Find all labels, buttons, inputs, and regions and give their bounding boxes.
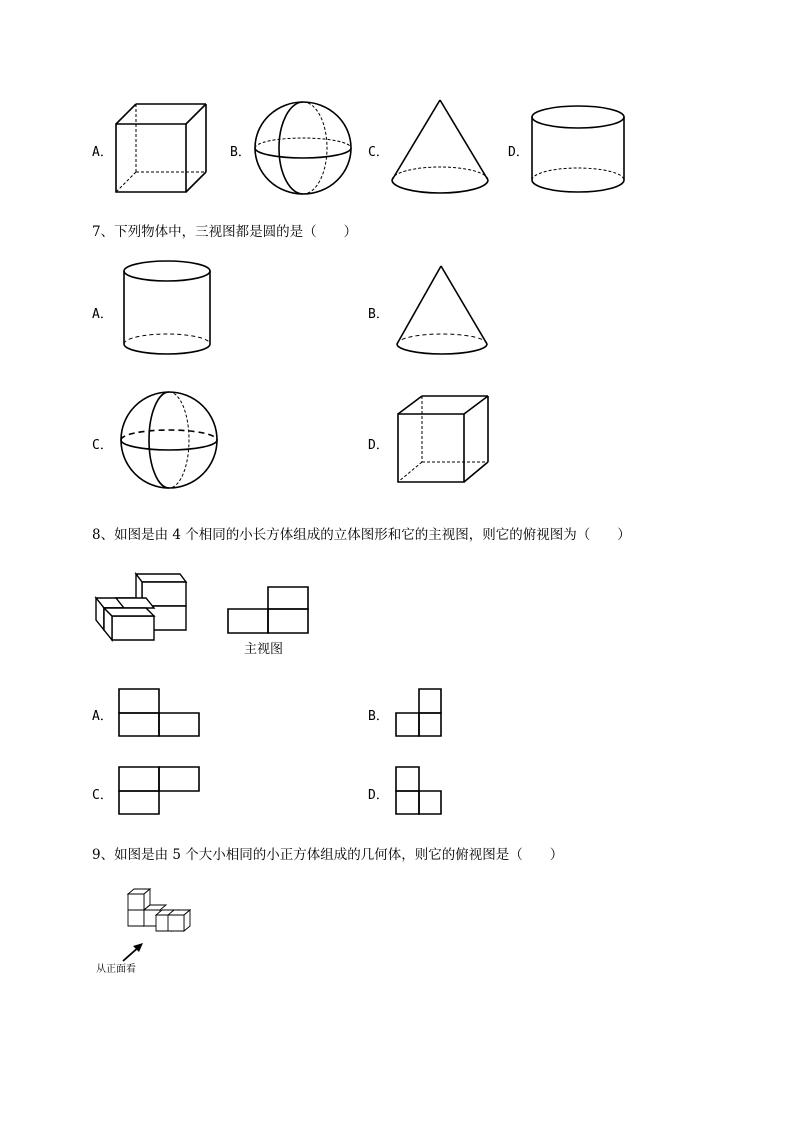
cube-icon <box>112 100 212 196</box>
q8-option-c-letter: C． <box>92 788 113 803</box>
q6-option-c-letter: C． <box>368 145 389 160</box>
cone-icon <box>395 264 491 358</box>
q6-option-b-letter: B． <box>230 145 251 160</box>
solid-figure <box>94 572 190 642</box>
sphere-icon <box>119 390 221 492</box>
q7-option-d-letter: D． <box>368 438 389 453</box>
q7-stem: 7、下列物体中，三视图都是圆的是（ ） <box>92 224 358 240</box>
q8-option-b-figure <box>394 687 444 739</box>
main-view-caption: 主视图 <box>244 642 284 657</box>
cube-icon <box>396 394 492 486</box>
cone-icon <box>390 98 492 198</box>
q7-option-b-letter: B． <box>368 307 389 322</box>
q7-option-c-letter: C． <box>92 438 113 453</box>
q8-option-b-letter: B． <box>368 709 389 724</box>
q8-option-d-letter: D． <box>368 788 389 803</box>
main-view-figure <box>226 585 310 635</box>
q9-stem: 9、如图是由 5 个大小相同的小正方体组成的几何体，则它的俯视图是（ ） <box>92 847 564 863</box>
q7-option-a-letter: A． <box>92 307 113 322</box>
sphere-icon <box>253 100 355 198</box>
q8-stem: 8、如图是由 4 个相同的小长方体组成的立体图形和它的主视图，则它的俯视图为（ ） <box>92 527 631 543</box>
q8-option-c-figure <box>117 765 203 817</box>
q8-option-d-figure <box>394 765 444 817</box>
q6-option-d-letter: D． <box>508 145 529 160</box>
view-direction-caption: 从正面看 <box>96 964 136 975</box>
q8-option-a-figure <box>117 687 203 739</box>
q8-option-a-letter: A． <box>92 709 113 724</box>
cylinder-icon <box>530 104 630 196</box>
cube-stack-figure <box>124 888 194 944</box>
q6-option-a-letter: A． <box>92 145 113 160</box>
cylinder-icon <box>122 260 214 356</box>
